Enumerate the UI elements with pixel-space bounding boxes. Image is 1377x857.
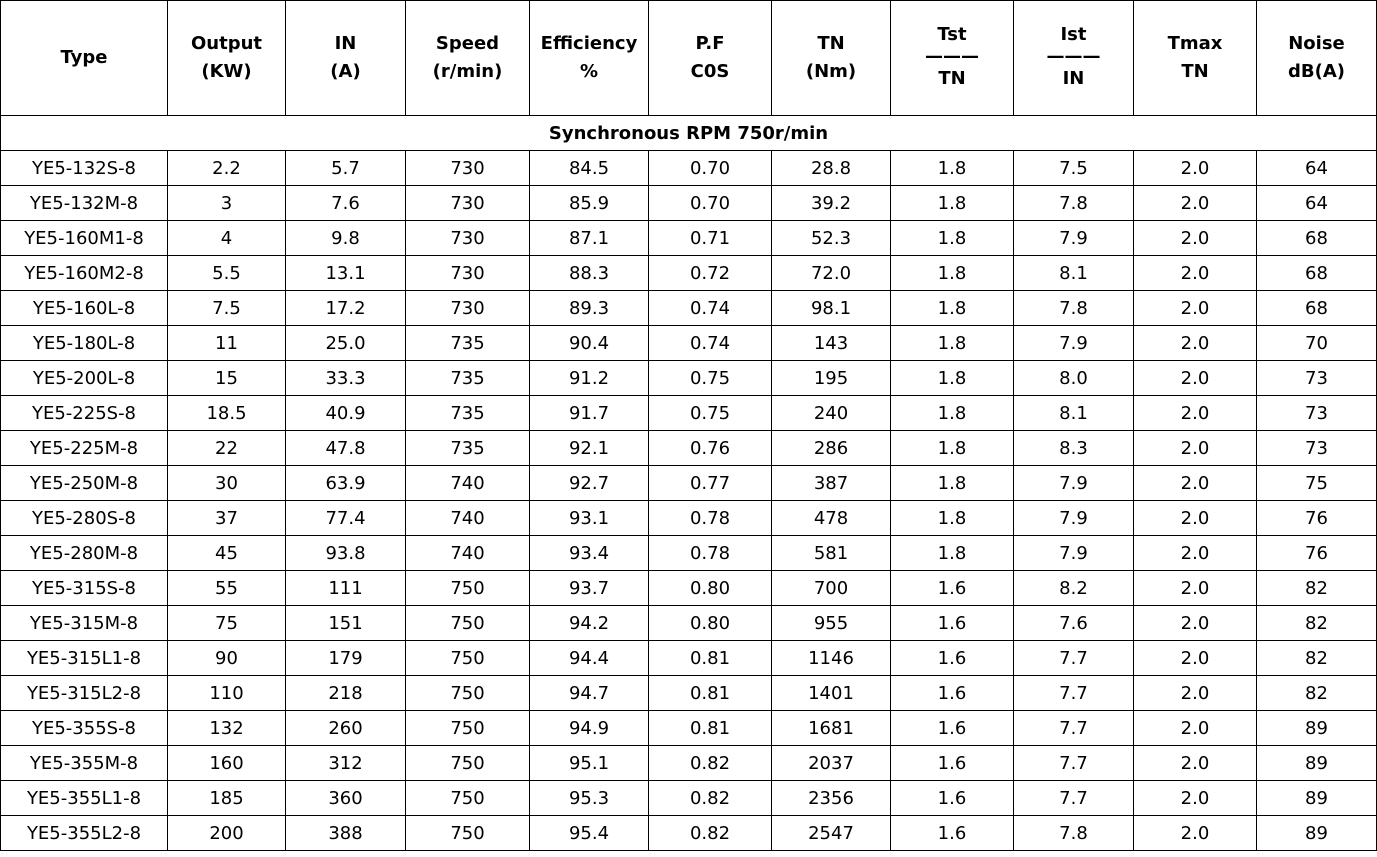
- table-cell: 160: [168, 746, 286, 781]
- table-cell: 132: [168, 711, 286, 746]
- table-cell: YE5-180L-8: [1, 326, 168, 361]
- table-cell: 2.0: [1134, 221, 1257, 256]
- table-cell: 68: [1257, 256, 1377, 291]
- table-cell: 18.5: [168, 396, 286, 431]
- table-cell: 700: [772, 571, 891, 606]
- table-row: [1, 466, 1377, 501]
- table-cell: 750: [406, 676, 530, 711]
- table-cell: 2.2: [168, 151, 286, 186]
- table-cell: 0.78: [649, 501, 772, 536]
- table-cell: 110: [168, 676, 286, 711]
- table-cell: YE5-132S-8: [1, 151, 168, 186]
- table-cell: 7.7: [1014, 711, 1134, 746]
- table-cell: 478: [772, 501, 891, 536]
- header-tn: TN (Nm): [772, 1, 891, 116]
- header-type: Type: [1, 1, 168, 116]
- table-row: [1, 396, 1377, 431]
- table-cell: 0.72: [649, 256, 772, 291]
- table-cell: 7.8: [1014, 816, 1134, 851]
- table-cell: 3: [168, 186, 286, 221]
- table-cell: 7.7: [1014, 781, 1134, 816]
- table-cell: 1146: [772, 641, 891, 676]
- header-efficiency: Efficiency %: [530, 1, 649, 116]
- table-cell: 730: [406, 186, 530, 221]
- table-cell: 185: [168, 781, 286, 816]
- table-cell: 22: [168, 431, 286, 466]
- table-row: [1, 186, 1377, 221]
- table-cell: 740: [406, 501, 530, 536]
- table-cell: 260: [286, 711, 406, 746]
- table-cell: YE5-160M1-8: [1, 221, 168, 256]
- table-cell: 92.1: [530, 431, 649, 466]
- table-cell: 312: [286, 746, 406, 781]
- table-cell: 1.8: [891, 186, 1014, 221]
- table-cell: 1.8: [891, 536, 1014, 571]
- table-cell: 7.9: [1014, 466, 1134, 501]
- table-cell: 30: [168, 466, 286, 501]
- table-cell: 93.7: [530, 571, 649, 606]
- table-cell: 5.7: [286, 151, 406, 186]
- table-row: [1, 816, 1377, 851]
- section-row: [1, 116, 1377, 151]
- table-cell: 7.5: [1014, 151, 1134, 186]
- table-cell: 68: [1257, 291, 1377, 326]
- table-cell: YE5-225S-8: [1, 396, 168, 431]
- table-cell: 94.7: [530, 676, 649, 711]
- table-row: [1, 291, 1377, 326]
- table-cell: 64: [1257, 186, 1377, 221]
- table-cell: 92.7: [530, 466, 649, 501]
- table-cell: 82: [1257, 571, 1377, 606]
- table-cell: 40.9: [286, 396, 406, 431]
- table-cell: 75: [1257, 466, 1377, 501]
- table-cell: 0.80: [649, 606, 772, 641]
- table-cell: 2.0: [1134, 711, 1257, 746]
- table-cell: 52.3: [772, 221, 891, 256]
- table-cell: 750: [406, 781, 530, 816]
- table-cell: 2.0: [1134, 536, 1257, 571]
- table-cell: 7.8: [1014, 291, 1134, 326]
- table-cell: 1.8: [891, 256, 1014, 291]
- table-cell: 111: [286, 571, 406, 606]
- table-cell: 11: [168, 326, 286, 361]
- section-title: Synchronous RPM 750r/min: [1, 116, 1377, 151]
- table-cell: 2356: [772, 781, 891, 816]
- table-cell: 0.81: [649, 676, 772, 711]
- table-cell: 1.8: [891, 396, 1014, 431]
- table-cell: 94.4: [530, 641, 649, 676]
- table-cell: 1.8: [891, 326, 1014, 361]
- table-cell: 89: [1257, 781, 1377, 816]
- table-cell: 7.5: [168, 291, 286, 326]
- table-cell: 750: [406, 746, 530, 781]
- table-cell: 240: [772, 396, 891, 431]
- table-cell: 0.70: [649, 151, 772, 186]
- table-cell: 2.0: [1134, 781, 1257, 816]
- table-cell: 82: [1257, 606, 1377, 641]
- table-cell: 730: [406, 221, 530, 256]
- table-cell: 0.75: [649, 396, 772, 431]
- table-cell: 735: [406, 396, 530, 431]
- table-cell: 2.0: [1134, 641, 1257, 676]
- table-cell: 1.6: [891, 606, 1014, 641]
- header-noise: Noise dB(A): [1257, 1, 1377, 116]
- table-cell: 93.1: [530, 501, 649, 536]
- table-cell: 1401: [772, 676, 891, 711]
- table-cell: 7.9: [1014, 536, 1134, 571]
- table-cell: 33.3: [286, 361, 406, 396]
- table-cell: 90: [168, 641, 286, 676]
- table-cell: YE5-315L2-8: [1, 676, 168, 711]
- table-cell: 91.7: [530, 396, 649, 431]
- table-cell: 75: [168, 606, 286, 641]
- table-cell: 1.8: [891, 221, 1014, 256]
- table-cell: YE5-280S-8: [1, 501, 168, 536]
- table-cell: 95.3: [530, 781, 649, 816]
- table-row: [1, 536, 1377, 571]
- table-cell: 76: [1257, 536, 1377, 571]
- table-cell: 1.6: [891, 676, 1014, 711]
- table-cell: 0.82: [649, 816, 772, 851]
- table-cell: 77.4: [286, 501, 406, 536]
- table-cell: 750: [406, 641, 530, 676]
- table-cell: 7.8: [1014, 186, 1134, 221]
- table-cell: 1.6: [891, 711, 1014, 746]
- header-tst-tn: Tst ——— TN: [891, 1, 1014, 116]
- table-cell: 151: [286, 606, 406, 641]
- table-cell: 387: [772, 466, 891, 501]
- table-cell: 286: [772, 431, 891, 466]
- table-cell: 93.8: [286, 536, 406, 571]
- table-cell: 2.0: [1134, 291, 1257, 326]
- table-cell: YE5-355L2-8: [1, 816, 168, 851]
- header-pf: P.F C0S: [649, 1, 772, 116]
- table-cell: 8.0: [1014, 361, 1134, 396]
- table-cell: 8.2: [1014, 571, 1134, 606]
- table-cell: 2.0: [1134, 816, 1257, 851]
- table-cell: 740: [406, 466, 530, 501]
- table-cell: 2.0: [1134, 186, 1257, 221]
- table-cell: 90.4: [530, 326, 649, 361]
- table-cell: 70: [1257, 326, 1377, 361]
- table-cell: 64: [1257, 151, 1377, 186]
- table-cell: 0.81: [649, 711, 772, 746]
- table-cell: 0.78: [649, 536, 772, 571]
- table-cell: 388: [286, 816, 406, 851]
- table-cell: 955: [772, 606, 891, 641]
- table-cell: 89.3: [530, 291, 649, 326]
- table-cell: 1.6: [891, 781, 1014, 816]
- header-speed: Speed (r/min): [406, 1, 530, 116]
- table-cell: 1681: [772, 711, 891, 746]
- table-cell: 2.0: [1134, 571, 1257, 606]
- table-cell: 94.2: [530, 606, 649, 641]
- table-row: [1, 606, 1377, 641]
- table-cell: 7.7: [1014, 641, 1134, 676]
- table-cell: 7.7: [1014, 746, 1134, 781]
- table-cell: 360: [286, 781, 406, 816]
- table-cell: 89: [1257, 816, 1377, 851]
- table-cell: YE5-200L-8: [1, 361, 168, 396]
- table-row: [1, 641, 1377, 676]
- table-cell: 98.1: [772, 291, 891, 326]
- table-cell: 0.74: [649, 291, 772, 326]
- table-cell: 0.82: [649, 746, 772, 781]
- table-cell: 730: [406, 256, 530, 291]
- table-cell: YE5-315M-8: [1, 606, 168, 641]
- table-cell: 0.74: [649, 326, 772, 361]
- table-cell: YE5-315L1-8: [1, 641, 168, 676]
- table-cell: 47.8: [286, 431, 406, 466]
- table-cell: 2.0: [1134, 746, 1257, 781]
- table-row: [1, 431, 1377, 466]
- table-row: [1, 326, 1377, 361]
- table-cell: 8.1: [1014, 396, 1134, 431]
- table-cell: 1.6: [891, 816, 1014, 851]
- table-cell: 15: [168, 361, 286, 396]
- table-cell: YE5-250M-8: [1, 466, 168, 501]
- table-cell: 2.0: [1134, 501, 1257, 536]
- table-cell: YE5-355M-8: [1, 746, 168, 781]
- table-cell: YE5-160M2-8: [1, 256, 168, 291]
- table-cell: 2.0: [1134, 361, 1257, 396]
- table-cell: 68: [1257, 221, 1377, 256]
- table-row: [1, 711, 1377, 746]
- table-cell: 750: [406, 606, 530, 641]
- table-row: [1, 501, 1377, 536]
- header-output: Output (KW): [168, 1, 286, 116]
- table-cell: 218: [286, 676, 406, 711]
- table-cell: 2.0: [1134, 466, 1257, 501]
- table-cell: 195: [772, 361, 891, 396]
- table-cell: 88.3: [530, 256, 649, 291]
- table-cell: YE5-355L1-8: [1, 781, 168, 816]
- table-row: [1, 676, 1377, 711]
- table-cell: 1.6: [891, 746, 1014, 781]
- table-cell: 89: [1257, 711, 1377, 746]
- header-in: IN (A): [286, 1, 406, 116]
- table-cell: 0.80: [649, 571, 772, 606]
- table-cell: 750: [406, 571, 530, 606]
- table-cell: 73: [1257, 431, 1377, 466]
- table-cell: 750: [406, 711, 530, 746]
- table-cell: 73: [1257, 396, 1377, 431]
- table-cell: 581: [772, 536, 891, 571]
- table-cell: 2547: [772, 816, 891, 851]
- table-row: [1, 746, 1377, 781]
- table-cell: 2.0: [1134, 151, 1257, 186]
- table-cell: 1.8: [891, 291, 1014, 326]
- table-cell: 0.76: [649, 431, 772, 466]
- table-cell: 0.75: [649, 361, 772, 396]
- table-cell: 0.70: [649, 186, 772, 221]
- table-cell: 84.5: [530, 151, 649, 186]
- table-cell: 740: [406, 536, 530, 571]
- table-cell: 4: [168, 221, 286, 256]
- table-cell: 200: [168, 816, 286, 851]
- table-row: [1, 781, 1377, 816]
- table-cell: 95.1: [530, 746, 649, 781]
- table-cell: 37: [168, 501, 286, 536]
- table-cell: 93.4: [530, 536, 649, 571]
- table-cell: 7.6: [286, 186, 406, 221]
- table-cell: 8.1: [1014, 256, 1134, 291]
- table-row: [1, 571, 1377, 606]
- header-ist-in: Ist ——— IN: [1014, 1, 1134, 116]
- table-cell: 5.5: [168, 256, 286, 291]
- table-cell: 7.9: [1014, 501, 1134, 536]
- table-cell: 85.9: [530, 186, 649, 221]
- table-cell: 1.8: [891, 431, 1014, 466]
- table-cell: 735: [406, 431, 530, 466]
- header-tmax-tn: Tmax TN: [1134, 1, 1257, 116]
- table-cell: 17.2: [286, 291, 406, 326]
- table-cell: 143: [772, 326, 891, 361]
- table-cell: 13.1: [286, 256, 406, 291]
- table-cell: 2.0: [1134, 326, 1257, 361]
- table-cell: 72.0: [772, 256, 891, 291]
- table-cell: YE5-132M-8: [1, 186, 168, 221]
- table-cell: 8.3: [1014, 431, 1134, 466]
- table-cell: 7.9: [1014, 221, 1134, 256]
- table-row: [1, 221, 1377, 256]
- table-cell: 1.8: [891, 501, 1014, 536]
- table-row: [1, 151, 1377, 186]
- table-cell: 95.4: [530, 816, 649, 851]
- table-cell: 1.8: [891, 151, 1014, 186]
- table-cell: 25.0: [286, 326, 406, 361]
- table-cell: 82: [1257, 676, 1377, 711]
- table-cell: 39.2: [772, 186, 891, 221]
- table-cell: 0.77: [649, 466, 772, 501]
- table-cell: 91.2: [530, 361, 649, 396]
- table-cell: 2037: [772, 746, 891, 781]
- table-cell: 730: [406, 151, 530, 186]
- table-cell: 730: [406, 291, 530, 326]
- table-cell: 1.8: [891, 466, 1014, 501]
- table-cell: 7.6: [1014, 606, 1134, 641]
- header-row: [1, 1, 1377, 116]
- table-row: [1, 361, 1377, 396]
- table-cell: 63.9: [286, 466, 406, 501]
- table-cell: 45: [168, 536, 286, 571]
- table-cell: 0.81: [649, 641, 772, 676]
- table-cell: 9.8: [286, 221, 406, 256]
- table-cell: 2.0: [1134, 431, 1257, 466]
- table-cell: 2.0: [1134, 676, 1257, 711]
- table-cell: 28.8: [772, 151, 891, 186]
- table-cell: 94.9: [530, 711, 649, 746]
- table-cell: 55: [168, 571, 286, 606]
- table-cell: 0.71: [649, 221, 772, 256]
- table-cell: 2.0: [1134, 396, 1257, 431]
- table-cell: 7.9: [1014, 326, 1134, 361]
- table-cell: 0.82: [649, 781, 772, 816]
- table-cell: 1.6: [891, 571, 1014, 606]
- table-cell: 87.1: [530, 221, 649, 256]
- table-cell: 82: [1257, 641, 1377, 676]
- table-cell: 7.7: [1014, 676, 1134, 711]
- table-cell: 76: [1257, 501, 1377, 536]
- table-row: [1, 256, 1377, 291]
- table-cell: YE5-280M-8: [1, 536, 168, 571]
- table-cell: YE5-355S-8: [1, 711, 168, 746]
- table-cell: 1.6: [891, 641, 1014, 676]
- table-cell: 2.0: [1134, 606, 1257, 641]
- table-cell: YE5-315S-8: [1, 571, 168, 606]
- table-cell: 735: [406, 361, 530, 396]
- table-cell: 2.0: [1134, 256, 1257, 291]
- table-cell: 179: [286, 641, 406, 676]
- table-cell: 735: [406, 326, 530, 361]
- table-cell: YE5-160L-8: [1, 291, 168, 326]
- table-cell: 1.8: [891, 361, 1014, 396]
- table-cell: YE5-225M-8: [1, 431, 168, 466]
- table-cell: 750: [406, 816, 530, 851]
- table-cell: 89: [1257, 746, 1377, 781]
- table-cell: 73: [1257, 361, 1377, 396]
